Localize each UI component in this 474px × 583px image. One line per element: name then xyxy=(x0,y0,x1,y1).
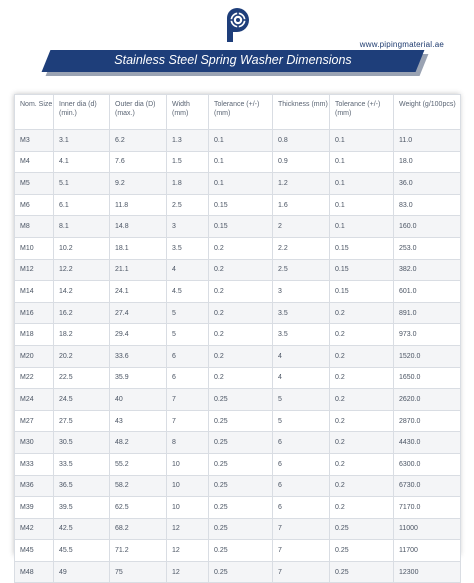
cell-width: 6 xyxy=(167,367,209,389)
cell-thickness-tolerance: 0.1 xyxy=(330,130,394,152)
cell-weight: 601.0 xyxy=(394,281,461,303)
cell-inner-dia: 45.5 xyxy=(54,540,110,562)
table-row xyxy=(15,432,461,454)
cell-thickness: 6 xyxy=(273,475,330,497)
cell-width-tolerance: 0.15 xyxy=(209,216,273,238)
cell-width: 4 xyxy=(167,259,209,281)
cell-thickness: 3.5 xyxy=(273,302,330,324)
table-body xyxy=(15,130,461,583)
cell-inner-dia: 4.1 xyxy=(54,151,110,173)
cell-nom-size: M27 xyxy=(15,410,54,432)
cell-width: 7 xyxy=(167,410,209,432)
cell-width-tolerance: 0.2 xyxy=(209,237,273,259)
cell-outer-dia: 62.5 xyxy=(110,497,167,519)
cell-width: 10 xyxy=(167,475,209,497)
cell-width: 3.5 xyxy=(167,237,209,259)
cell-thickness-tolerance: 0.15 xyxy=(330,259,394,281)
cell-nom-size: M24 xyxy=(15,389,54,411)
cell-inner-dia: 6.1 xyxy=(54,194,110,216)
table-row xyxy=(15,281,461,303)
cell-thickness-tolerance: 0.2 xyxy=(330,410,394,432)
cell-thickness-tolerance: 0.1 xyxy=(330,194,394,216)
cell-width: 1.5 xyxy=(167,151,209,173)
table-row xyxy=(15,389,461,411)
cell-outer-dia: 18.1 xyxy=(110,237,167,259)
cell-width: 8 xyxy=(167,432,209,454)
cell-nom-size: M10 xyxy=(15,237,54,259)
cell-width: 10 xyxy=(167,497,209,519)
cell-width: 12 xyxy=(167,518,209,540)
cell-width-tolerance: 0.2 xyxy=(209,259,273,281)
page-title: Stainless Steel Spring Washer Dimensions xyxy=(114,53,352,67)
cell-outer-dia: 33.6 xyxy=(110,345,167,367)
cell-inner-dia: 39.5 xyxy=(54,497,110,519)
cell-width-tolerance: 0.25 xyxy=(209,453,273,475)
cell-thickness: 5 xyxy=(273,410,330,432)
cell-nom-size: M33 xyxy=(15,453,54,475)
cell-outer-dia: 21.1 xyxy=(110,259,167,281)
cell-weight: 2620.0 xyxy=(394,389,461,411)
cell-nom-size: M42 xyxy=(15,518,54,540)
cell-inner-dia: 18.2 xyxy=(54,324,110,346)
cell-inner-dia: 24.5 xyxy=(54,389,110,411)
cell-thickness-tolerance: 0.15 xyxy=(330,237,394,259)
column-header-thickness: Thickness (mm) xyxy=(273,95,330,130)
cell-inner-dia: 10.2 xyxy=(54,237,110,259)
table-row xyxy=(15,151,461,173)
cell-inner-dia: 20.2 xyxy=(54,345,110,367)
cell-weight: 4430.0 xyxy=(394,432,461,454)
cell-thickness-tolerance: 0.25 xyxy=(330,518,394,540)
cell-width: 7 xyxy=(167,389,209,411)
cell-thickness: 7 xyxy=(273,518,330,540)
cell-weight: 2870.0 xyxy=(394,410,461,432)
cell-nom-size: M12 xyxy=(15,259,54,281)
table-row xyxy=(15,561,461,583)
cell-width: 10 xyxy=(167,453,209,475)
cell-thickness-tolerance: 0.2 xyxy=(330,302,394,324)
column-header-inner-dia: Inner dia (d) (min.) xyxy=(54,95,110,130)
table-row xyxy=(15,173,461,195)
table-row xyxy=(15,453,461,475)
table-row xyxy=(15,130,461,152)
cell-inner-dia: 3.1 xyxy=(54,130,110,152)
cell-outer-dia: 7.6 xyxy=(110,151,167,173)
cell-weight: 160.0 xyxy=(394,216,461,238)
cell-outer-dia: 14.8 xyxy=(110,216,167,238)
cell-weight: 973.0 xyxy=(394,324,461,346)
table-row xyxy=(15,518,461,540)
cell-nom-size: M4 xyxy=(15,151,54,173)
cell-weight: 11.0 xyxy=(394,130,461,152)
website-url[interactable]: www.pipingmaterial.ae xyxy=(359,40,444,49)
cell-width-tolerance: 0.25 xyxy=(209,518,273,540)
cell-thickness-tolerance: 0.2 xyxy=(330,389,394,411)
cell-weight: 6730.0 xyxy=(394,475,461,497)
cell-nom-size: M14 xyxy=(15,281,54,303)
cell-thickness: 3.5 xyxy=(273,324,330,346)
cell-weight: 7170.0 xyxy=(394,497,461,519)
cell-outer-dia: 11.8 xyxy=(110,194,167,216)
cell-weight: 11700 xyxy=(394,540,461,562)
cell-width-tolerance: 0.1 xyxy=(209,173,273,195)
cell-nom-size: M5 xyxy=(15,173,54,195)
table-row xyxy=(15,259,461,281)
cell-outer-dia: 9.2 xyxy=(110,173,167,195)
cell-thickness-tolerance: 0.1 xyxy=(330,216,394,238)
cell-weight: 83.0 xyxy=(394,194,461,216)
cell-width-tolerance: 0.2 xyxy=(209,302,273,324)
cell-weight: 382.0 xyxy=(394,259,461,281)
cell-nom-size: M39 xyxy=(15,497,54,519)
cell-width: 2.5 xyxy=(167,194,209,216)
table-row xyxy=(15,216,461,238)
cell-weight: 1520.0 xyxy=(394,345,461,367)
cell-width-tolerance: 0.25 xyxy=(209,410,273,432)
table-row xyxy=(15,302,461,324)
cell-thickness-tolerance: 0.2 xyxy=(330,324,394,346)
cell-outer-dia: 58.2 xyxy=(110,475,167,497)
cell-thickness: 0.8 xyxy=(273,130,330,152)
cell-inner-dia: 5.1 xyxy=(54,173,110,195)
cell-thickness: 1.2 xyxy=(273,173,330,195)
table-header-row xyxy=(15,95,461,130)
cell-thickness-tolerance: 0.2 xyxy=(330,345,394,367)
cell-width: 3 xyxy=(167,216,209,238)
cell-inner-dia: 36.5 xyxy=(54,475,110,497)
cell-weight: 1650.0 xyxy=(394,367,461,389)
cell-thickness: 4 xyxy=(273,367,330,389)
cell-width-tolerance: 0.25 xyxy=(209,561,273,583)
column-header-thickness-tolerance: Tolerance (+/-) (mm) xyxy=(330,95,394,130)
cell-thickness-tolerance: 0.15 xyxy=(330,281,394,303)
cell-width: 1.3 xyxy=(167,130,209,152)
cell-thickness: 6 xyxy=(273,432,330,454)
cell-inner-dia: 14.2 xyxy=(54,281,110,303)
cell-outer-dia: 71.2 xyxy=(110,540,167,562)
cell-weight: 253.0 xyxy=(394,237,461,259)
title-banner xyxy=(46,50,420,72)
cell-nom-size: M18 xyxy=(15,324,54,346)
cell-thickness: 2.2 xyxy=(273,237,330,259)
cell-width: 5 xyxy=(167,302,209,324)
piping-material-logo xyxy=(219,4,255,44)
cell-thickness-tolerance: 0.2 xyxy=(330,367,394,389)
column-header-width-tolerance: Tolerance (+/-) (mm) xyxy=(209,95,273,130)
cell-thickness: 2.5 xyxy=(273,259,330,281)
cell-thickness: 0.9 xyxy=(273,151,330,173)
cell-outer-dia: 24.1 xyxy=(110,281,167,303)
cell-width-tolerance: 0.1 xyxy=(209,130,273,152)
table-row xyxy=(15,345,461,367)
dimensions-table xyxy=(14,94,461,583)
cell-inner-dia: 30.5 xyxy=(54,432,110,454)
cell-inner-dia: 12.2 xyxy=(54,259,110,281)
table-row xyxy=(15,497,461,519)
cell-thickness-tolerance: 0.1 xyxy=(330,151,394,173)
cell-thickness: 1.6 xyxy=(273,194,330,216)
cell-width-tolerance: 0.2 xyxy=(209,324,273,346)
cell-thickness: 7 xyxy=(273,561,330,583)
cell-thickness: 5 xyxy=(273,389,330,411)
cell-weight: 12300 xyxy=(394,561,461,583)
cell-outer-dia: 75 xyxy=(110,561,167,583)
cell-nom-size: M22 xyxy=(15,367,54,389)
cell-nom-size: M48 xyxy=(15,561,54,583)
cell-inner-dia: 33.5 xyxy=(54,453,110,475)
cell-width-tolerance: 0.15 xyxy=(209,194,273,216)
cell-outer-dia: 48.2 xyxy=(110,432,167,454)
cell-inner-dia: 27.5 xyxy=(54,410,110,432)
cell-nom-size: M8 xyxy=(15,216,54,238)
cell-inner-dia: 22.5 xyxy=(54,367,110,389)
table-row xyxy=(15,367,461,389)
cell-thickness-tolerance: 0.2 xyxy=(330,475,394,497)
cell-nom-size: M16 xyxy=(15,302,54,324)
cell-thickness: 7 xyxy=(273,540,330,562)
cell-width-tolerance: 0.25 xyxy=(209,540,273,562)
column-header-weight: Weight (g/100pcs) xyxy=(394,95,461,130)
cell-inner-dia: 8.1 xyxy=(54,216,110,238)
cell-nom-size: M3 xyxy=(15,130,54,152)
cell-thickness: 4 xyxy=(273,345,330,367)
cell-inner-dia: 42.5 xyxy=(54,518,110,540)
cell-thickness: 2 xyxy=(273,216,330,238)
cell-thickness: 6 xyxy=(273,453,330,475)
cell-width: 12 xyxy=(167,561,209,583)
cell-outer-dia: 40 xyxy=(110,389,167,411)
cell-outer-dia: 43 xyxy=(110,410,167,432)
cell-width: 12 xyxy=(167,540,209,562)
cell-weight: 18.0 xyxy=(394,151,461,173)
cell-thickness-tolerance: 0.2 xyxy=(330,453,394,475)
cell-thickness-tolerance: 0.1 xyxy=(330,173,394,195)
cell-thickness-tolerance: 0.2 xyxy=(330,497,394,519)
column-header-nom-size: Nom. Size xyxy=(15,95,54,130)
cell-weight: 36.0 xyxy=(394,173,461,195)
cell-weight: 11000 xyxy=(394,518,461,540)
table-row xyxy=(15,540,461,562)
cell-thickness: 6 xyxy=(273,497,330,519)
cell-nom-size: M45 xyxy=(15,540,54,562)
table-row xyxy=(15,410,461,432)
column-header-outer-dia: Outer dia (D) (max.) xyxy=(110,95,167,130)
table-row xyxy=(15,237,461,259)
cell-width-tolerance: 0.25 xyxy=(209,475,273,497)
cell-width: 5 xyxy=(167,324,209,346)
cell-outer-dia: 55.2 xyxy=(110,453,167,475)
table-row xyxy=(15,324,461,346)
cell-inner-dia: 16.2 xyxy=(54,302,110,324)
cell-nom-size: M20 xyxy=(15,345,54,367)
table-row xyxy=(15,475,461,497)
cell-width-tolerance: 0.25 xyxy=(209,389,273,411)
cell-outer-dia: 27.4 xyxy=(110,302,167,324)
cell-width: 4.5 xyxy=(167,281,209,303)
cell-width: 1.8 xyxy=(167,173,209,195)
cell-width-tolerance: 0.1 xyxy=(209,151,273,173)
cell-nom-size: M36 xyxy=(15,475,54,497)
cell-nom-size: M30 xyxy=(15,432,54,454)
cell-nom-size: M6 xyxy=(15,194,54,216)
cell-width-tolerance: 0.25 xyxy=(209,497,273,519)
cell-thickness: 3 xyxy=(273,281,330,303)
cell-inner-dia: 49 xyxy=(54,561,110,583)
cell-thickness-tolerance: 0.2 xyxy=(330,432,394,454)
cell-width-tolerance: 0.2 xyxy=(209,367,273,389)
table-row xyxy=(15,194,461,216)
cell-width-tolerance: 0.2 xyxy=(209,345,273,367)
cell-thickness-tolerance: 0.25 xyxy=(330,540,394,562)
cell-weight: 891.0 xyxy=(394,302,461,324)
cell-weight: 6300.0 xyxy=(394,453,461,475)
cell-outer-dia: 68.2 xyxy=(110,518,167,540)
column-header-width: Width (mm) xyxy=(167,95,209,130)
cell-thickness-tolerance: 0.25 xyxy=(330,561,394,583)
cell-width-tolerance: 0.2 xyxy=(209,281,273,303)
cell-outer-dia: 35.9 xyxy=(110,367,167,389)
cell-outer-dia: 29.4 xyxy=(110,324,167,346)
cell-outer-dia: 6.2 xyxy=(110,130,167,152)
dimensions-table-container xyxy=(14,94,460,576)
cell-width-tolerance: 0.25 xyxy=(209,432,273,454)
cell-width: 6 xyxy=(167,345,209,367)
